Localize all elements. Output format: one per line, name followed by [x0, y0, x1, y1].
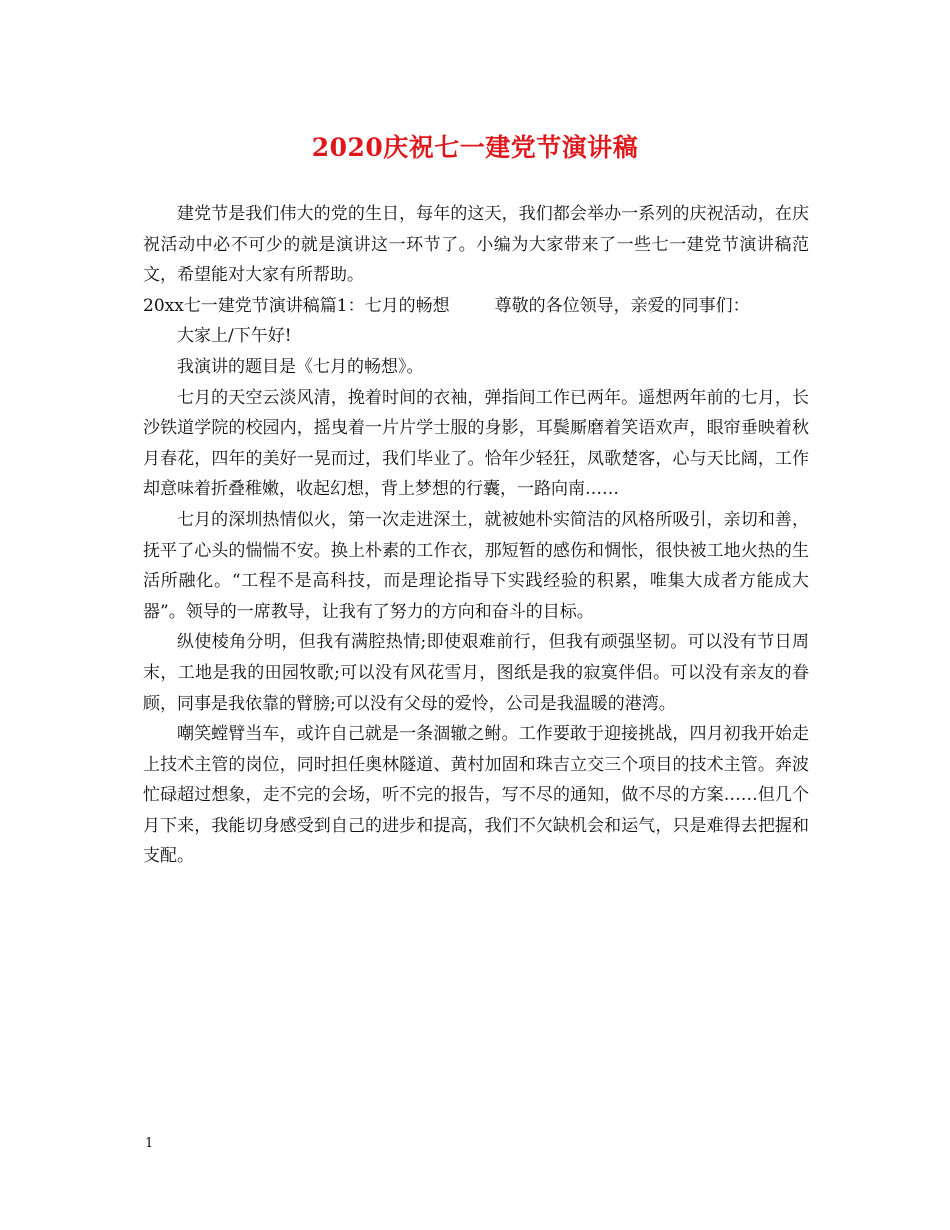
body-paragraph-2: 七月的深圳热情似火，第一次走进深土，就被她朴实简洁的风格所吸引，亲切和善，抚平了心头的惴惴不安。换上朴素的工作衣，那短暂的感伤和惆怅，很快被工地火热的生活所融化。“工程不是高科技，而是理论指导下实践经验的积累，唯集大成者方能成大器”。领导的一席教导，让我有了努力的方向和奋斗的目标。 [143, 509, 809, 622]
document-title: 2020庆祝七一建党节演讲稿 [311, 133, 639, 162]
speech-heading-line [143, 291, 809, 322]
body-paragraph-3: 纵使棱角分明，但我有满腔热情;即使艰难前行，但我有顽强坚韧。可以没有节日周末，工地是我的田园牧歌;可以没有风花雪月，图纸是我的寂寞伴侣。可以没有亲友的眷顾，同事是我依靠的臂膀;可以没有父母的爱怜，公司是我温暖的港湾。 [143, 632, 809, 714]
speech-heading: 20xx七一建党节演讲稿篇1：七月的畅想 [143, 295, 450, 316]
page-number: 1 [145, 1136, 154, 1151]
document-body [143, 199, 809, 872]
greeting-paragraph: 大家上/下午好! [177, 326, 292, 347]
intro-paragraph: 建党节是我们伟大的党的生日，每年的这天，我们都会举办一系列的庆祝活动，在庆祝活动中必不可少的就是演讲这一环节了。小编为大家带来了一些七一建党节演讲稿范文，希望能对大家有所帮助。 [143, 204, 809, 286]
topic-paragraph: 我演讲的题目是《七月的畅想》。 [177, 356, 424, 377]
salutation: 尊敬的各位领导，亲爱的同事们： [494, 295, 750, 316]
body-paragraph-1: 七月的天空云淡风清，挽着时间的衣袖，弹指间工作已两年。遥想两年前的七月，长沙铁道学院的校园内，摇曳着一片片学士服的身影，耳鬓厮磨着笑语欢声，眼帘垂映着秋月春花，四年的美好一晃而过，我们毕业了。恰年少轻狂，凤歌楚客，心与天比阔，工作却意味着折叠稚嫩，收起幻想，背上梦想的行囊，一路向南…… [143, 387, 809, 500]
body-paragraph-4: 嘲笑螳臂当车，或许自己就是一条涸辙之鲋。工作要敢于迎接挑战，四月初我开始走上技术主管的岗位，同时担任奥林隧道、黄村加固和珠吉立交三个项目的技术主管。奔波忙碌超过想象，走不完的会场，听不完的报告，写不尽的通知，做不尽的方案……但几个月下来，我能切身感受到自己的进步和提高，我们不欠缺机会和运气，只是难得去把握和支配。 [143, 724, 809, 867]
